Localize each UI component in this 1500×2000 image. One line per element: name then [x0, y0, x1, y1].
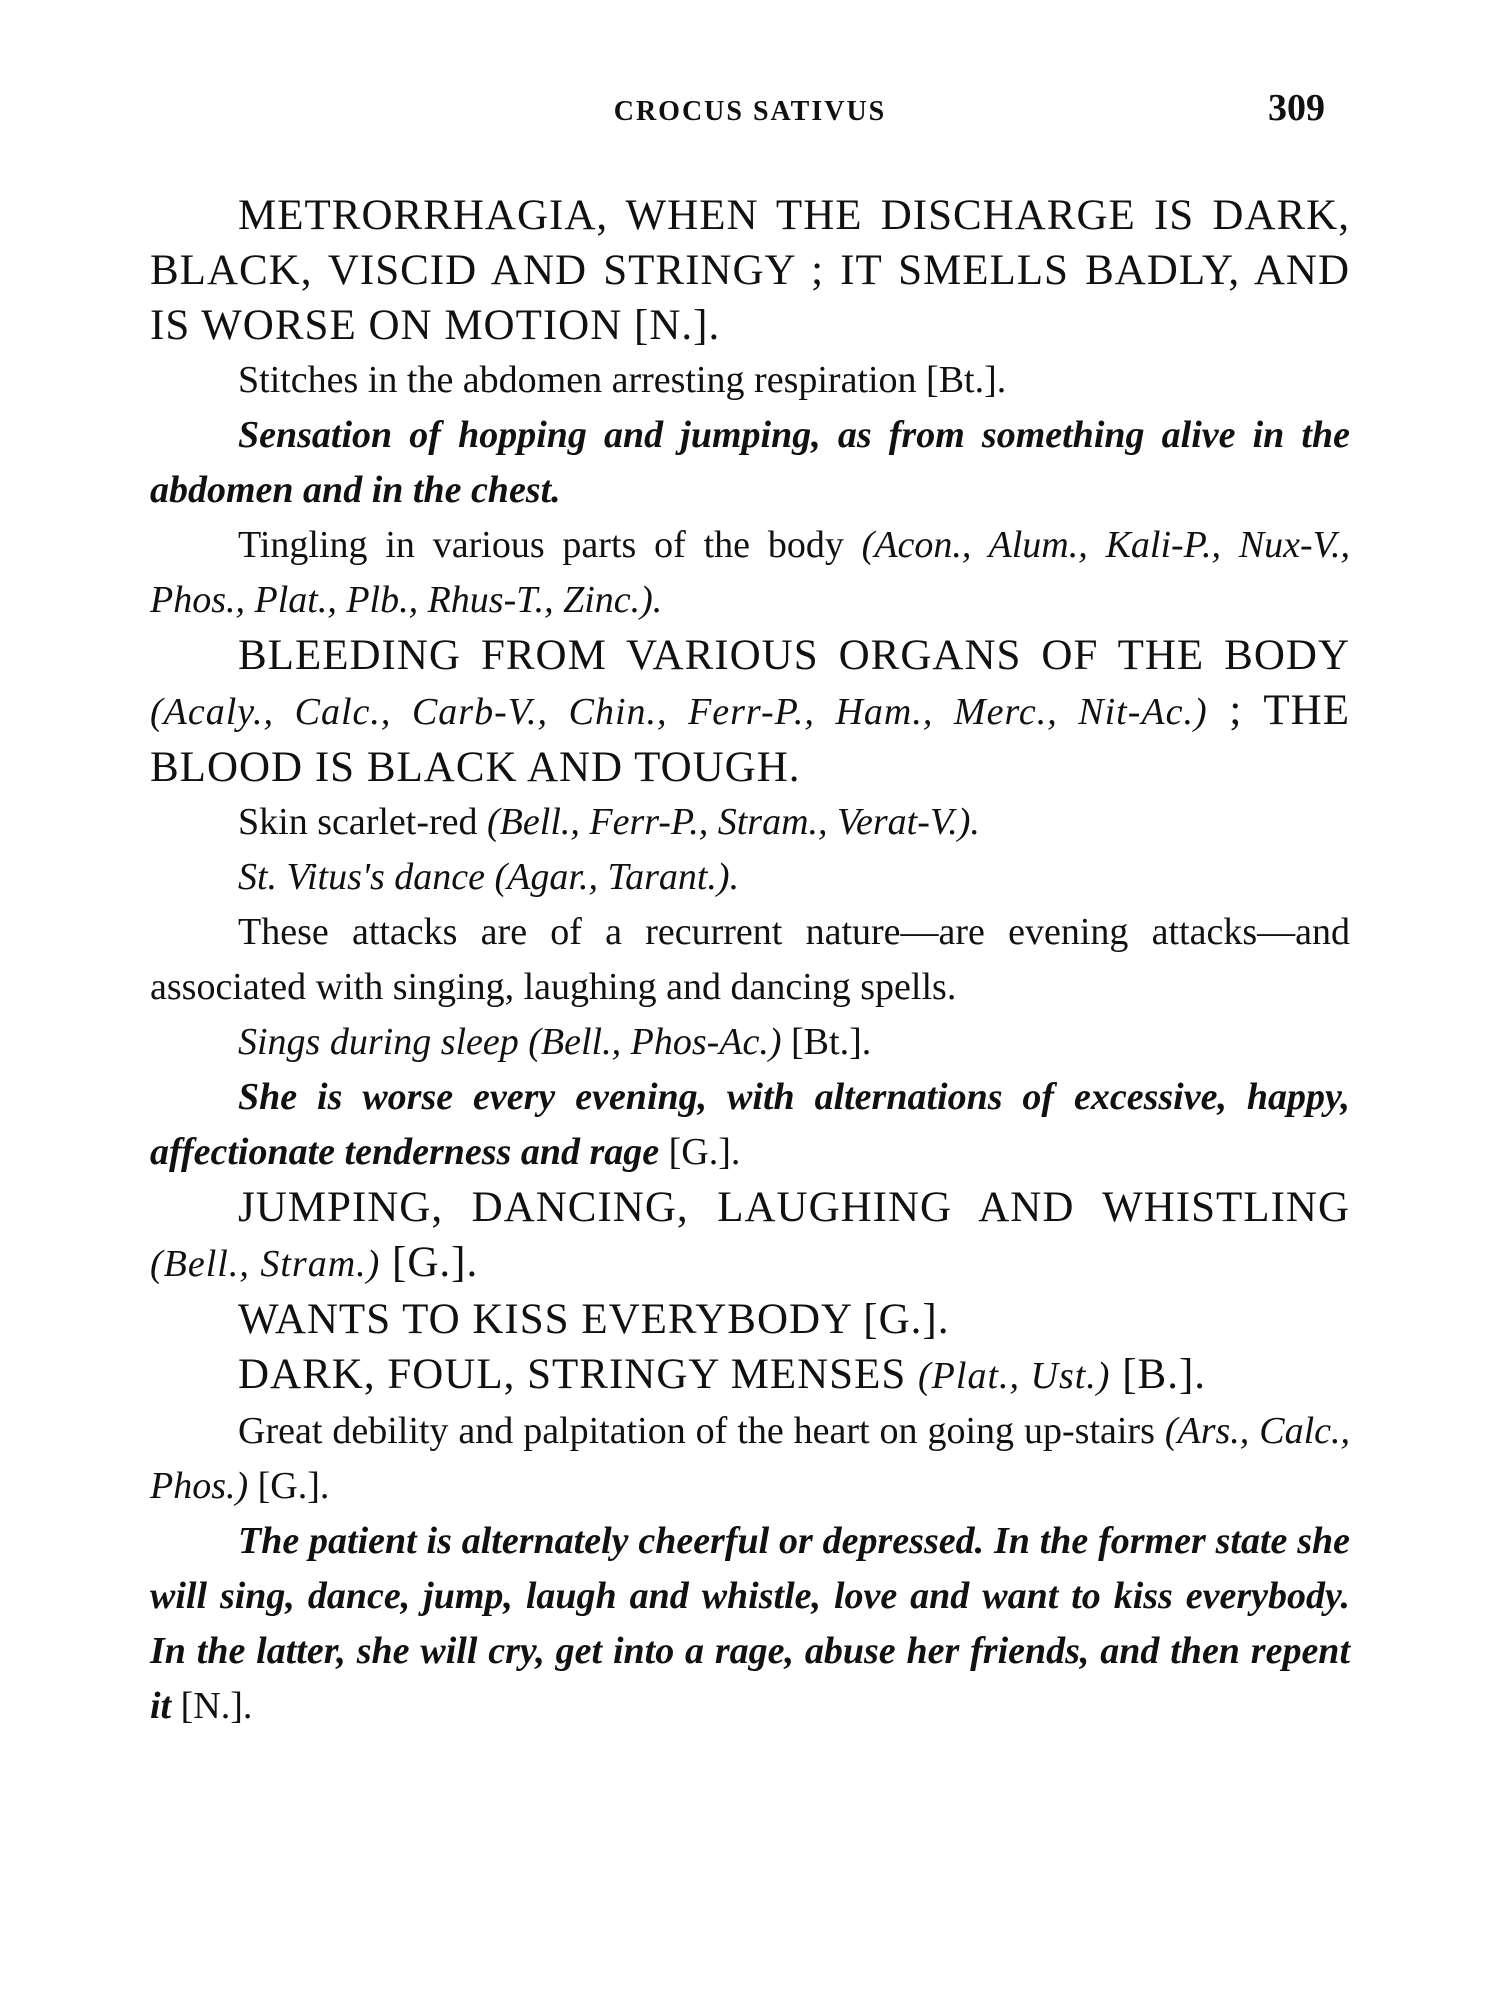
- paragraph-worse-evening: [150, 1070, 1350, 1180]
- paragraph-st-vitus: St. Vitus's dance (Agar., Tarant.).: [238, 856, 740, 898]
- remedy-list: (Acon., Alum., Kali-P., Nux-V., Phos., Plat., Plb., Rhus-T., Zinc.).: [150, 524, 1350, 621]
- paragraph-lead: The patient is alternately cheerful or depressed. In the former state she will sing, dance, jump, laugh and whistle, love and want to kiss everybody. In the latter, she will cry, get into a rage, abuse her friends, and then repent it: [150, 1520, 1350, 1727]
- paragraph-kiss: WANTS TO KISS EVERYBODY [G.].: [238, 1296, 950, 1343]
- paragraph-skin: [150, 795, 1350, 850]
- paragraph-hopping-sensation: Sensation of hopping and jumping, as from something alive in the abdomen and in the chest.: [150, 414, 1350, 511]
- paragraph-tingling: [150, 518, 1350, 628]
- paragraph-lead: Skin scarlet-red: [238, 801, 488, 843]
- paragraph-lead: Great debility and palpitation of the heart on going up-stairs: [238, 1410, 1165, 1452]
- paragraph-lead: DARK, FOUL, STRINGY MENSES: [238, 1351, 919, 1398]
- paragraph-tail: ; THE BLOOD IS BLACK AND TOUGH.: [150, 687, 1350, 791]
- paragraph-tail: [G.].: [248, 1465, 330, 1507]
- paragraph-metrorrhagia: METRORRHAGIA, WHEN THE DISCHARGE IS DARK, BLACK, VISCID AND STRINGY ; IT SMELLS BADLY, AND IS WORSE ON MOTION [N.].: [150, 192, 1350, 349]
- paragraph-lead: BLEEDING FROM VARIOUS ORGANS OF THE BODY: [238, 632, 1350, 679]
- body-text: [150, 188, 1350, 1734]
- paragraph-lead: JUMPING, DANCING, LAUGHING AND WHISTLING: [238, 1184, 1350, 1231]
- remedy-list: (Ars., Calc., Phos.): [150, 1410, 1350, 1507]
- remedy-list: (Plat., Ust.): [918, 1355, 1111, 1397]
- paragraph-tail: [G.].: [380, 1239, 479, 1286]
- paragraph-jumping: [150, 1180, 1350, 1292]
- page-number: 309: [1268, 87, 1325, 129]
- paragraph-debility: [150, 1404, 1350, 1514]
- paragraph-bleeding: [150, 628, 1350, 795]
- paragraph-sings-sleep: [150, 1015, 1350, 1070]
- paragraph-tail: [G.].: [659, 1131, 741, 1173]
- paragraph-tail: [Bt.].: [781, 1021, 872, 1063]
- remedy-list: (Bell., Ferr-P., Stram., Verat-V.).: [487, 801, 980, 843]
- running-title: CROCUS SATIVUS: [613, 96, 887, 127]
- paragraph-lead: Tingling in various parts of the body: [238, 524, 862, 566]
- paragraph-alternating-mood: [150, 1514, 1350, 1734]
- remedy-list: (Acaly., Calc., Carb-V., Chin., Ferr-P., Ham., Merc., Nit-Ac.): [150, 691, 1208, 733]
- remedy-list: (Bell., Stram.): [150, 1243, 381, 1285]
- paragraph-attacks: These attacks are of a recurrent nature—are evening attacks—and associated with singing, laughing and dancing spells.: [150, 911, 1350, 1008]
- paragraph-tail: [N.].: [171, 1685, 253, 1727]
- paragraph-stitches: Stitches in the abdomen arresting respiration [Bt.].: [238, 359, 1007, 401]
- paragraph-lead: Sings during sleep (Bell., Phos-Ac.): [238, 1021, 782, 1063]
- paragraph-menses: [150, 1347, 1350, 1404]
- paragraph-lead: She is worse every evening, with alternations of excessive, happy, affectionate tenderness and rage: [150, 1076, 1350, 1173]
- paragraph-tail: [B.].: [1110, 1351, 1207, 1398]
